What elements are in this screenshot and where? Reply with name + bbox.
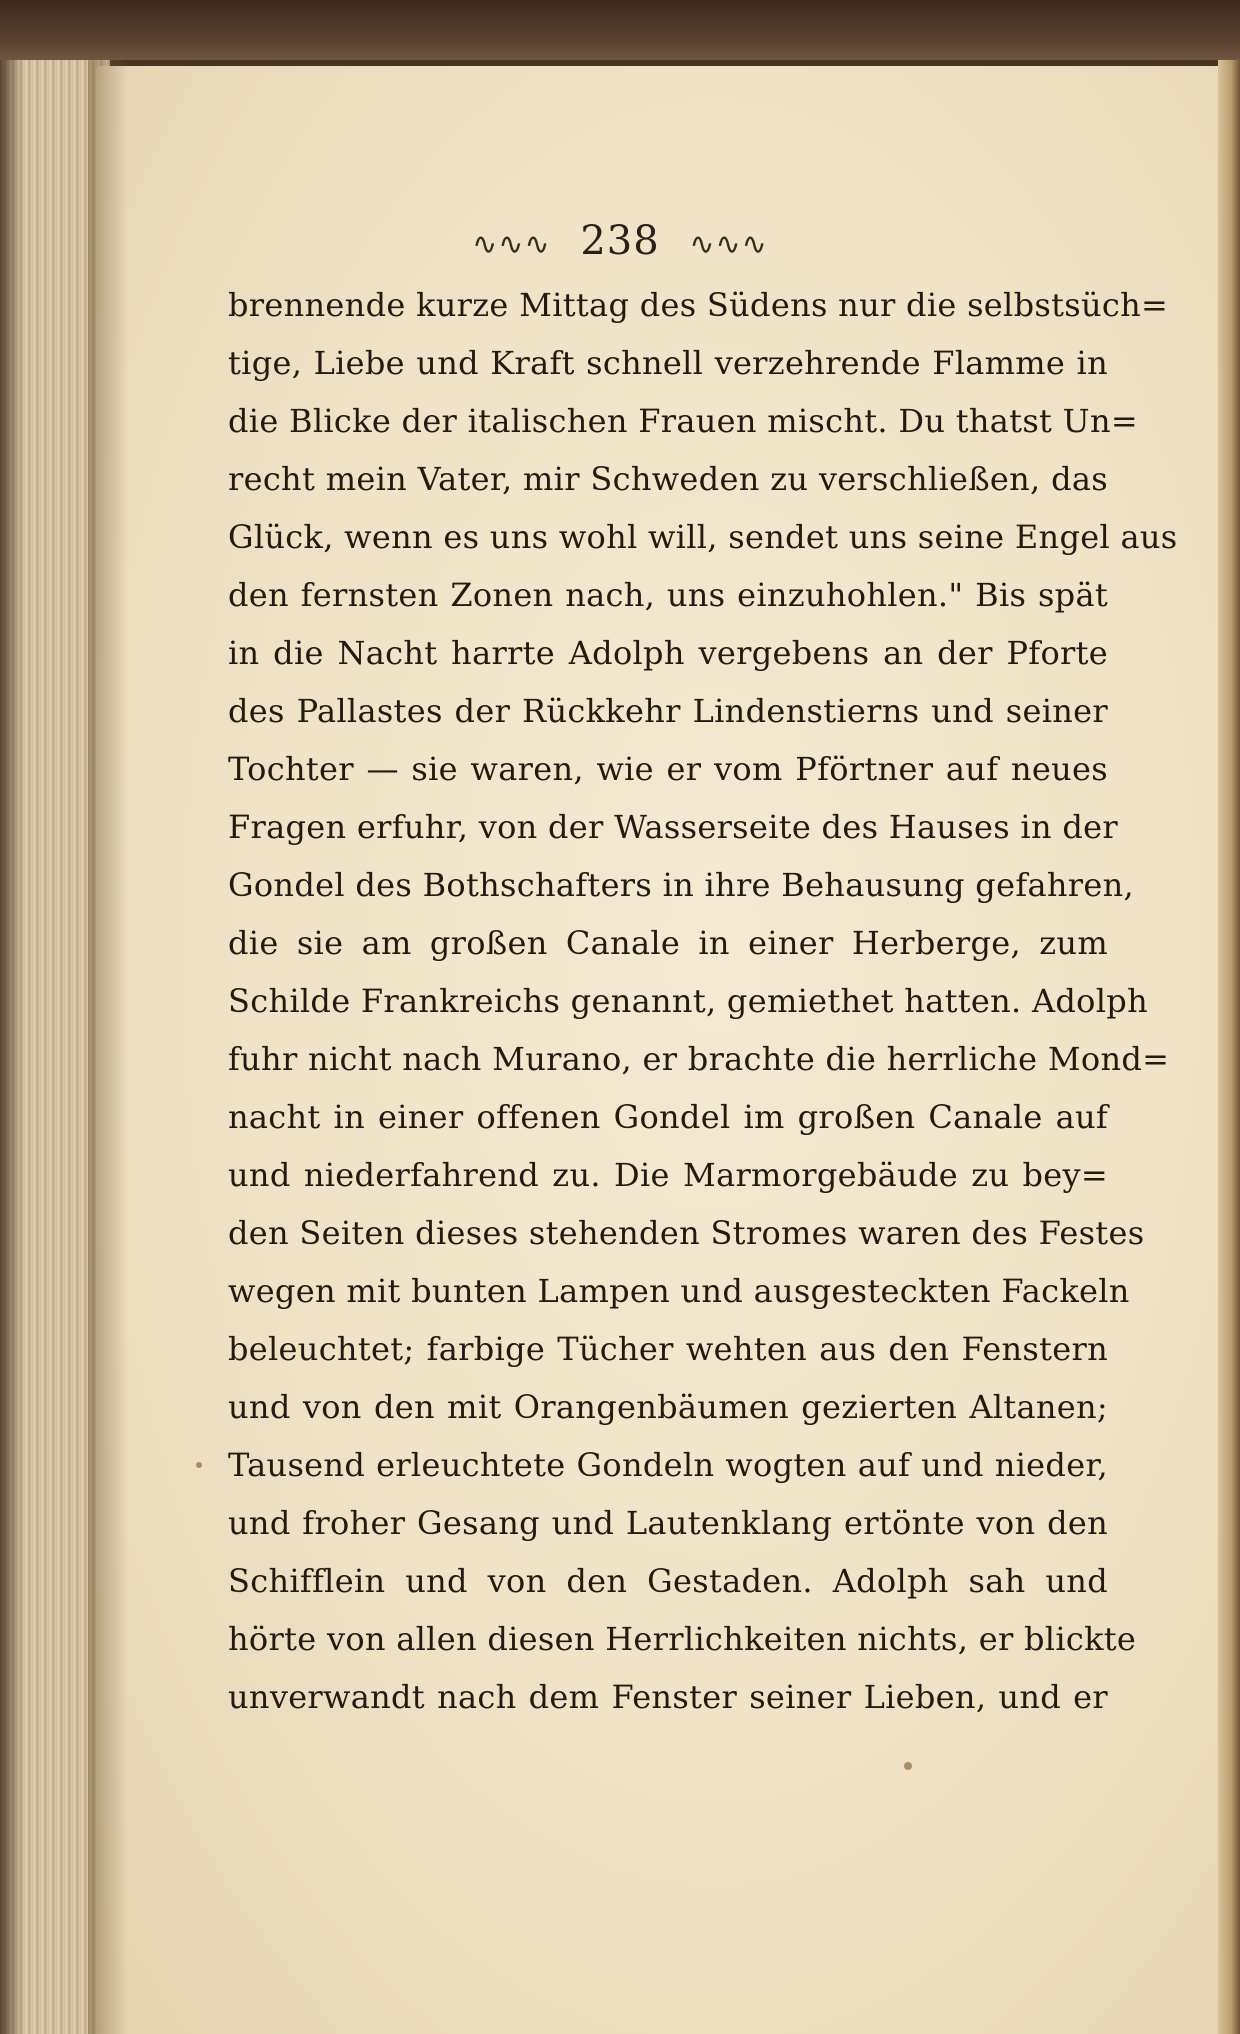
text-line: die Blicke der italischen Frauen mischt. Du thatst Un= — [228, 402, 1138, 440]
text-line: brennende kurze Mittag des Südens nur die selbstsüch= — [228, 286, 1169, 324]
text-line: den Seiten dieses stehenden Stromes waren des Festes — [228, 1214, 1145, 1252]
running-header — [0, 218, 1240, 264]
text-line: fuhr nicht nach Murano, er brachte die herrliche Mond= — [228, 1040, 1170, 1078]
text-line: den fernsten Zonen nach, uns einzuhohlen." Bis spät — [228, 576, 1108, 614]
page-number: 238 — [580, 218, 660, 264]
text-line: Gondel des Bothschafters in ihre Behausung gefahren, — [228, 866, 1134, 904]
paper-speck — [904, 1762, 912, 1770]
page-gutter — [88, 60, 128, 2034]
text-line: Schilde Frankreichs genannt, gemiethet hatten. Adolph — [228, 982, 1148, 1020]
text-line: und von den mit Orangenbäumen gezierten Altanen; — [228, 1388, 1108, 1426]
text-line: und niederfahrend zu. Die Marmorgebäude zu bey= — [228, 1156, 1108, 1194]
text-line: in die Nacht harrte Adolph vergebens an der Pforte — [228, 634, 1108, 672]
text-line: Tausend erleuchtete Gondeln wogten auf und nieder, — [228, 1446, 1108, 1484]
text-line: Tochter — sie waren, wie er vom Pförtner auf neues — [228, 750, 1108, 788]
paper-speck — [196, 1462, 202, 1468]
text-line: tige, Liebe und Kraft schnell verzehrende Flamme in — [228, 344, 1108, 382]
page-stack-shadow — [0, 60, 24, 2034]
text-line: nacht in einer offenen Gondel im großen Canale auf — [228, 1098, 1108, 1136]
text-line: hörte von allen diesen Herrlichkeiten nichts, er blickte — [228, 1620, 1137, 1658]
text-line: recht mein Vater, mir Schweden zu verschließen, das — [228, 460, 1108, 498]
text-line: Fragen erfuhr, von der Wasserseite des Hauses in der — [228, 808, 1118, 846]
body-text — [228, 276, 1178, 1726]
page-right-edge — [1218, 60, 1240, 2034]
text-line: wegen mit bunten Lampen und ausgesteckten Fackeln — [228, 1272, 1130, 1310]
text-line: die sie am großen Canale in einer Herberge, zum — [228, 924, 1108, 962]
book-cover-edge — [0, 0, 1240, 60]
text-line: Glück, wenn es uns wohl will, sendet uns seine Engel aus — [228, 518, 1178, 556]
ornament-left-icon: ∿∿∿ — [472, 226, 551, 262]
text-line: beleuchtet; farbige Tücher wehten aus den Fenstern — [228, 1330, 1108, 1368]
ornament-right-icon: ∿∿∿ — [689, 226, 768, 262]
text-line: unverwandt nach dem Fenster seiner Lieben, und er — [228, 1678, 1108, 1716]
text-line: des Pallastes der Rückkehr Lindenstierns und seiner — [228, 692, 1108, 730]
text-line: und froher Gesang und Lautenklang ertönte von den — [228, 1504, 1108, 1542]
text-line: Schifflein und von den Gestaden. Adolph sah und — [228, 1562, 1108, 1600]
